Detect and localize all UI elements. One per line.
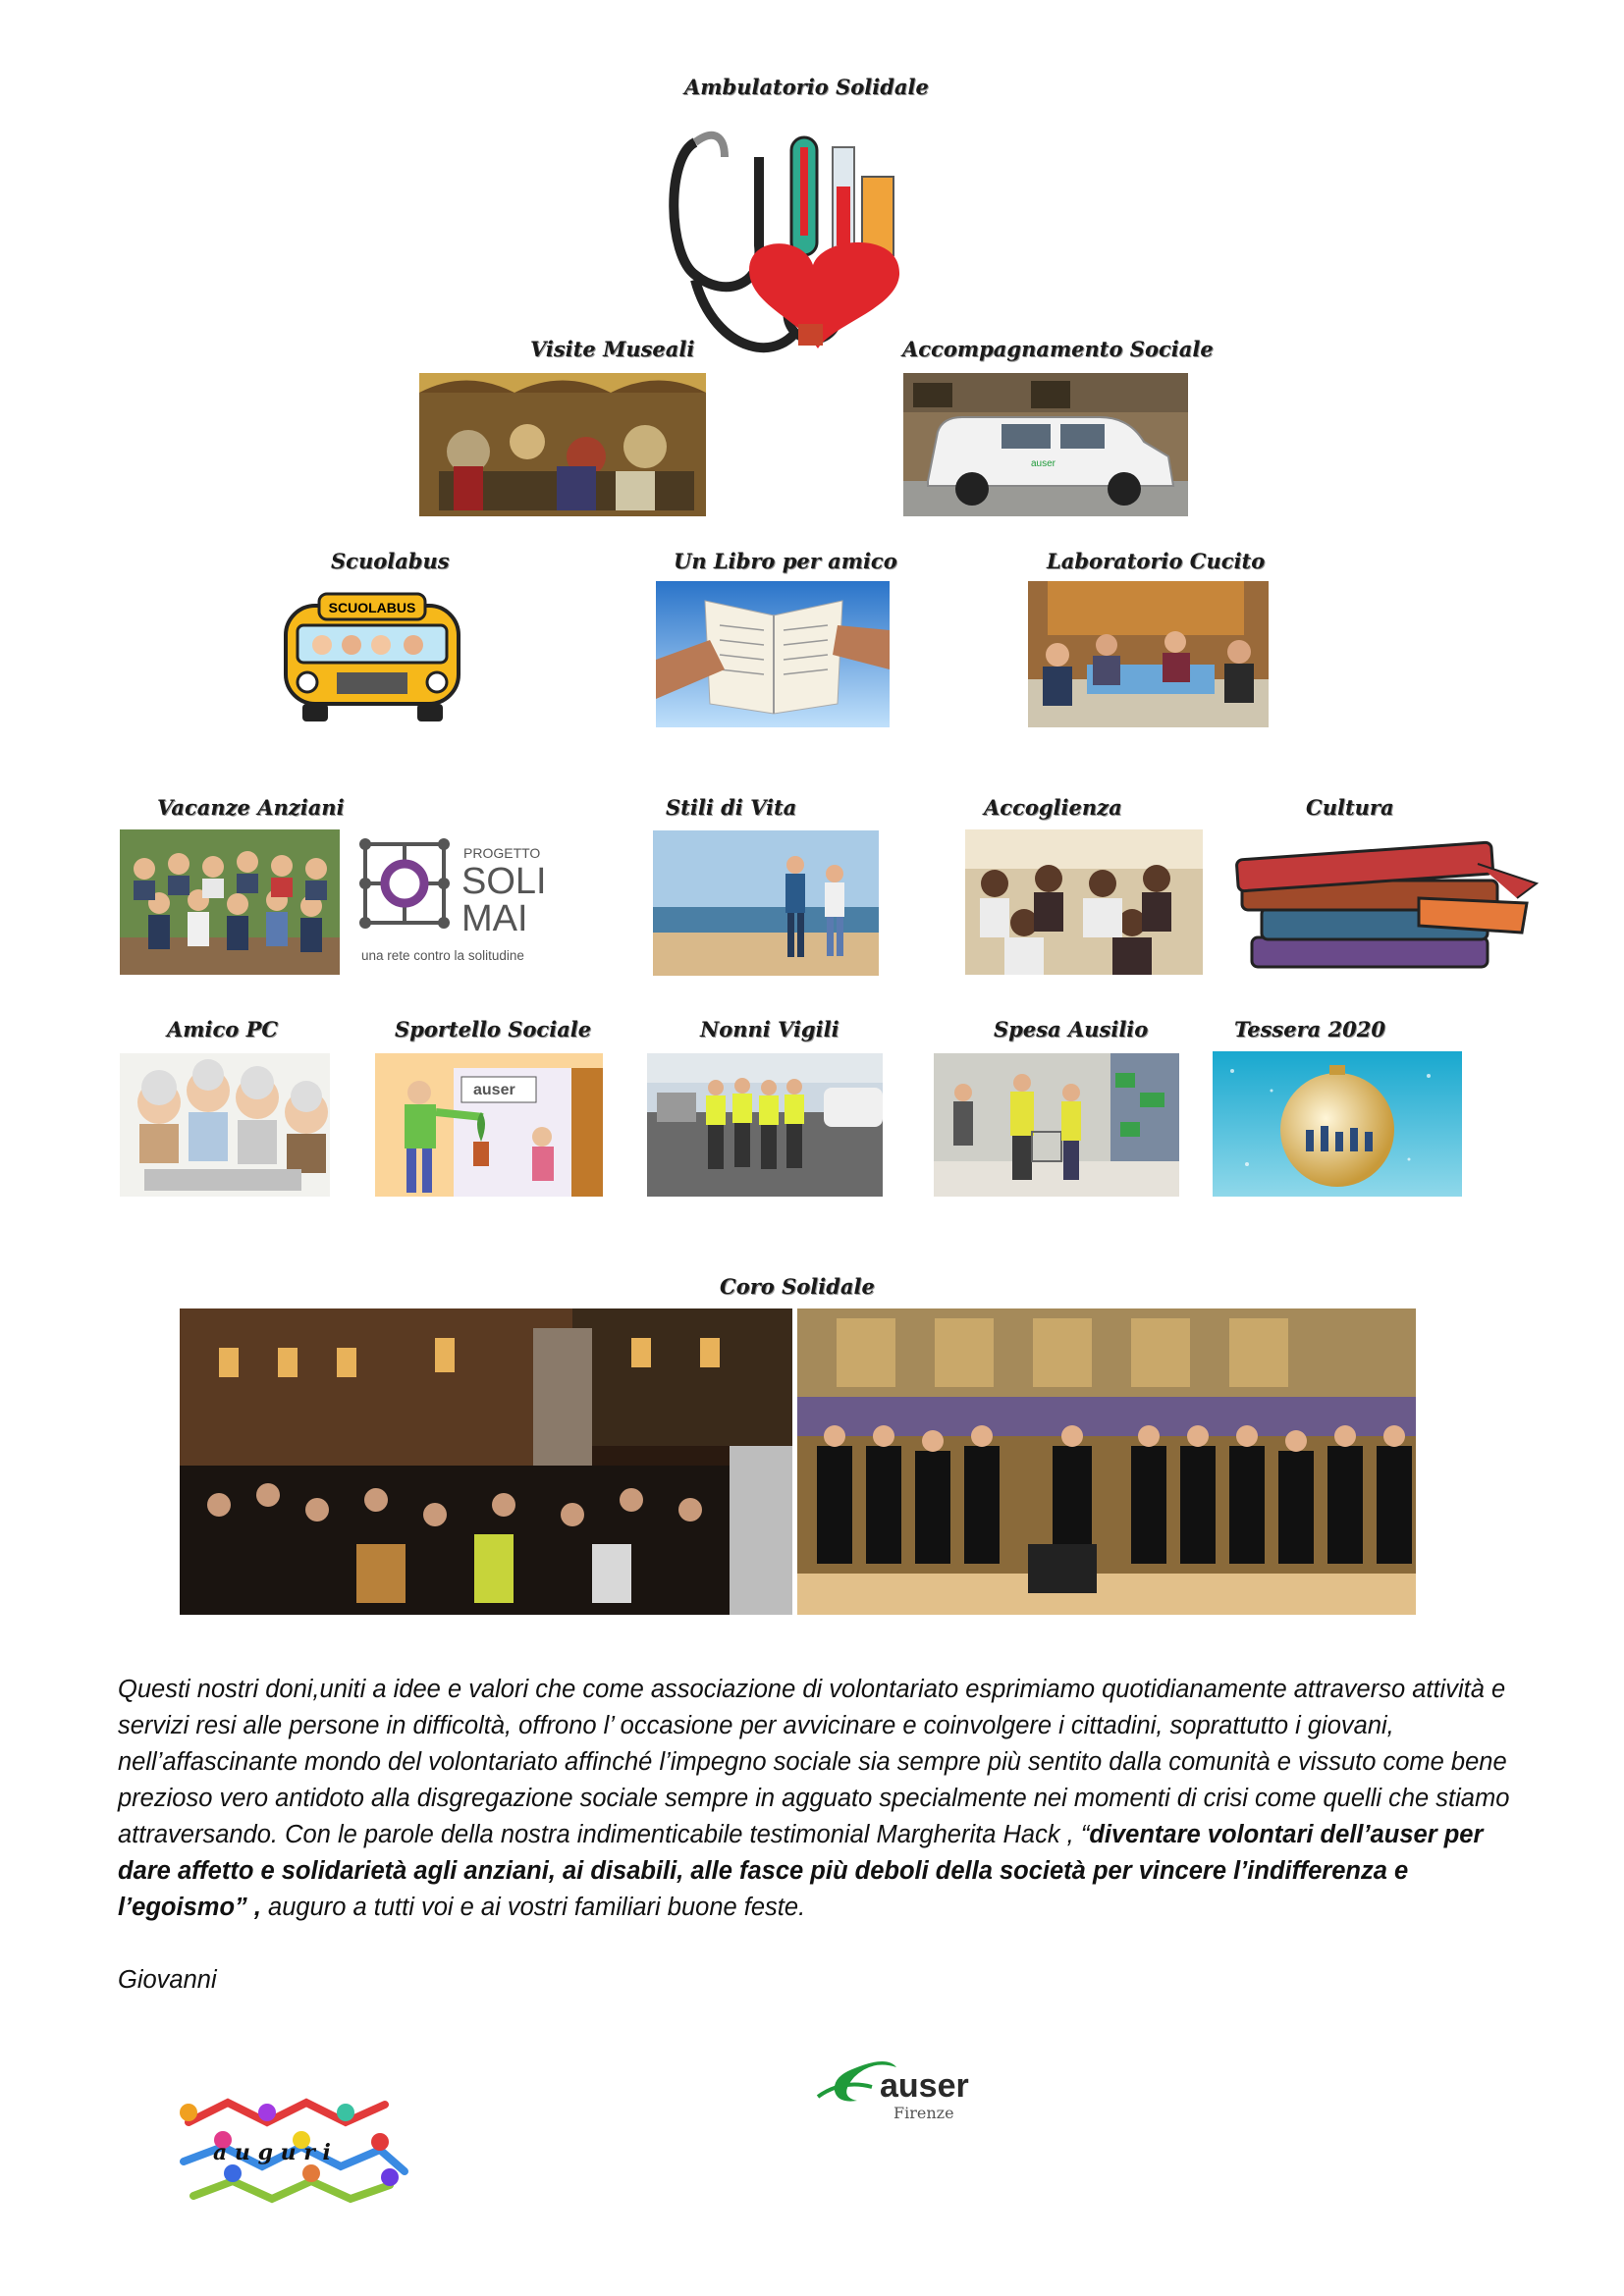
svg-text:auser: auser <box>1031 458 1056 469</box>
visite-museali-photo <box>419 373 706 516</box>
closing-message-part2: auguro a tutti voi e ai vostri familiari buone feste. <box>260 1894 806 1921</box>
label-accompagnamento: Accompagnamento Sociale <box>902 337 1214 361</box>
tessera-image <box>1213 1051 1462 1197</box>
cultura-books <box>1222 829 1546 977</box>
solimai-progetto-text: PROGETTO <box>463 845 541 861</box>
label-ambulatorio: Ambulatorio Solidale <box>684 75 929 99</box>
label-tessera: Tessera 2020 <box>1234 1017 1386 1041</box>
auguri-text: a u g u r i <box>213 2140 331 2165</box>
sportello-sign-text: auser <box>473 1082 515 1098</box>
scuolabus-sign-text: SCUOLABUS <box>328 600 416 615</box>
hack-quote: diventare volontari dell’auser per dare affetto e solidarietà agli anziani, ai disabili, alle fasce più deboli della società per vincere l’indifferenza e l’egoismo” , <box>118 1821 1484 1921</box>
label-cultura: Cultura <box>1306 795 1394 820</box>
auguri-illustration <box>169 2083 414 2211</box>
label-amico-pc: Amico PC <box>167 1017 279 1041</box>
amico-pc-photo <box>120 1053 330 1197</box>
label-vacanze: Vacanze Anziani <box>157 795 345 820</box>
coro-photo-chiesa <box>797 1308 1416 1615</box>
label-sportello: Sportello Sociale <box>395 1017 592 1041</box>
accoglienza-photo <box>965 829 1203 975</box>
signature: Giovanni <box>118 1966 217 1994</box>
nonni-vigili-photo <box>647 1053 883 1197</box>
label-spesa-ausilio: Spesa Ausilio <box>994 1017 1149 1041</box>
closing-message-part1: Questi nostri doni,uniti a idee e valori che come associazione di volontariato esprimiamo quotidianamente attraverso attività e servizi resi alle persone in difficoltà, offrono l’ occasione per avvicinare e coinvolgere i cittadini, soprattutto i giovani, nell’affascinante mondo del volontariato affinché l’impegno sociale sia sempre più sentito dalla comunità e vissuto come bene prezioso vero antidoto alla disgregazione sociale sempre in agguato specialmente nei momenti di crisi come quelli che stiamo attraversando. Con le parole della nostra indimenticabile testimonial Margherita Hack , “ <box>118 1676 1510 1848</box>
auser-logo-city: Firenze <box>893 2104 954 2122</box>
stili-di-vita-photo <box>653 830 879 976</box>
scuolabus-illustration <box>268 586 476 725</box>
label-laboratorio: Laboratorio Cucito <box>1047 549 1266 573</box>
ambulatorio-illustration <box>656 118 921 368</box>
label-un-libro: Un Libro per amico <box>674 549 897 573</box>
solimai-mai-text: MAI <box>461 898 528 939</box>
label-coro: Coro Solidale <box>720 1274 875 1299</box>
solimai-logo <box>355 832 567 975</box>
vacanze-photo <box>120 829 340 975</box>
label-visite-museali: Visite Museali <box>530 337 695 361</box>
laboratorio-photo <box>1028 581 1269 727</box>
un-libro-photo <box>656 581 890 727</box>
accompagnamento-photo <box>903 373 1188 516</box>
sportello-illustration <box>375 1053 603 1197</box>
label-nonni-vigili: Nonni Vigili <box>700 1017 839 1041</box>
closing-message <box>118 1672 1512 1926</box>
solimai-soli-text: SOLI <box>461 861 547 902</box>
auser-logo-text: auser <box>880 2067 969 2105</box>
coro-photo-piazza <box>180 1308 792 1615</box>
label-accoglienza: Accoglienza <box>984 795 1122 820</box>
auser-logo <box>813 2050 1009 2128</box>
label-stili-di-vita: Stili di Vita <box>666 795 797 820</box>
label-scuolabus: Scuolabus <box>331 549 450 573</box>
solimai-tagline-text: una rete contro la solitudine <box>361 948 524 963</box>
spesa-ausilio-photo <box>934 1053 1179 1197</box>
